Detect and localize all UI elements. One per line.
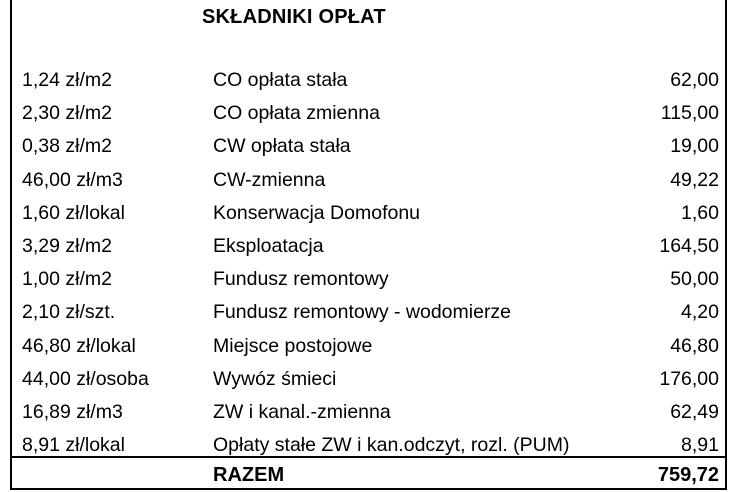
fee-name-cell: Wywóz śmieci: [213, 367, 337, 390]
fee-name-cell: Eksploatacja: [213, 234, 324, 257]
table-row: [12, 396, 725, 429]
amount-cell: 50,00: [670, 268, 719, 291]
amount-cell: 164,50: [659, 234, 719, 257]
fee-name-cell: Fundusz remontowy: [213, 268, 389, 291]
amount-cell: 49,22: [670, 168, 719, 191]
fee-name-cell: Opłaty stałe ZW i kan.odczyt, rozl. (PUM): [213, 434, 570, 457]
rate-cell: 0,38 zł/m2: [22, 135, 112, 158]
rate-cell: 1,00 zł/m2: [22, 268, 112, 291]
rate-cell: 44,00 zł/osoba: [22, 367, 149, 390]
table-row: [12, 330, 725, 363]
total-label: RAZEM: [213, 464, 285, 486]
amount-cell: 176,00: [659, 367, 719, 390]
fee-name-cell: CW opłata stała: [213, 135, 351, 158]
fee-name-cell: CO opłata zmienna: [213, 102, 380, 125]
rate-cell: 1,60 zł/lokal: [22, 201, 125, 224]
table-row: [12, 64, 725, 97]
table-row: [12, 164, 725, 197]
amount-cell: 62,00: [670, 69, 719, 91]
total-amount: 759,72: [657, 464, 719, 486]
amount-cell: 4,20: [681, 301, 719, 324]
amount-cell: 1,60: [681, 201, 719, 224]
amount-cell: 8,91: [681, 434, 719, 457]
table-row: [12, 296, 725, 329]
amount-cell: 19,00: [670, 135, 719, 158]
rate-cell: 16,89 zł/m3: [22, 400, 123, 423]
table-row: [12, 197, 725, 230]
rate-cell: 2,10 zł/szt.: [22, 301, 116, 324]
table-row: [12, 363, 725, 396]
fee-name-cell: Fundusz remontowy - wodomierze: [213, 301, 512, 324]
table-row: [12, 263, 725, 296]
rate-cell: 3,29 zł/m2: [22, 234, 112, 257]
rate-cell: 8,91 zł/lokal: [22, 434, 125, 457]
rate-cell: 2,30 zł/m2: [22, 102, 112, 125]
fee-name-cell: Miejsce postojowe: [213, 334, 373, 357]
fee-name-cell: Konserwacja Domofonu: [213, 201, 421, 224]
fees-table: [10, 0, 727, 490]
rate-cell: 46,80 zł/lokal: [22, 334, 136, 357]
table-row: [12, 130, 725, 163]
fee-name-cell: CO opłata stała: [213, 69, 348, 91]
amount-cell: 46,80: [670, 334, 719, 357]
total-row: [12, 456, 725, 490]
table-title: SKŁADNIKI OPŁAT: [202, 6, 386, 28]
fee-rows: [12, 64, 725, 462]
amount-cell: 62,49: [670, 400, 719, 423]
rate-cell: 46,00 zł/m3: [22, 168, 123, 191]
amount-cell: 115,00: [660, 102, 719, 125]
fee-name-cell: CW-zmienna: [213, 168, 326, 191]
table-row: [12, 230, 725, 263]
rate-cell: 1,24 zł/m2: [22, 69, 112, 91]
table-row: [12, 97, 725, 130]
fee-name-cell: ZW i kanal.-zmienna: [213, 400, 391, 423]
